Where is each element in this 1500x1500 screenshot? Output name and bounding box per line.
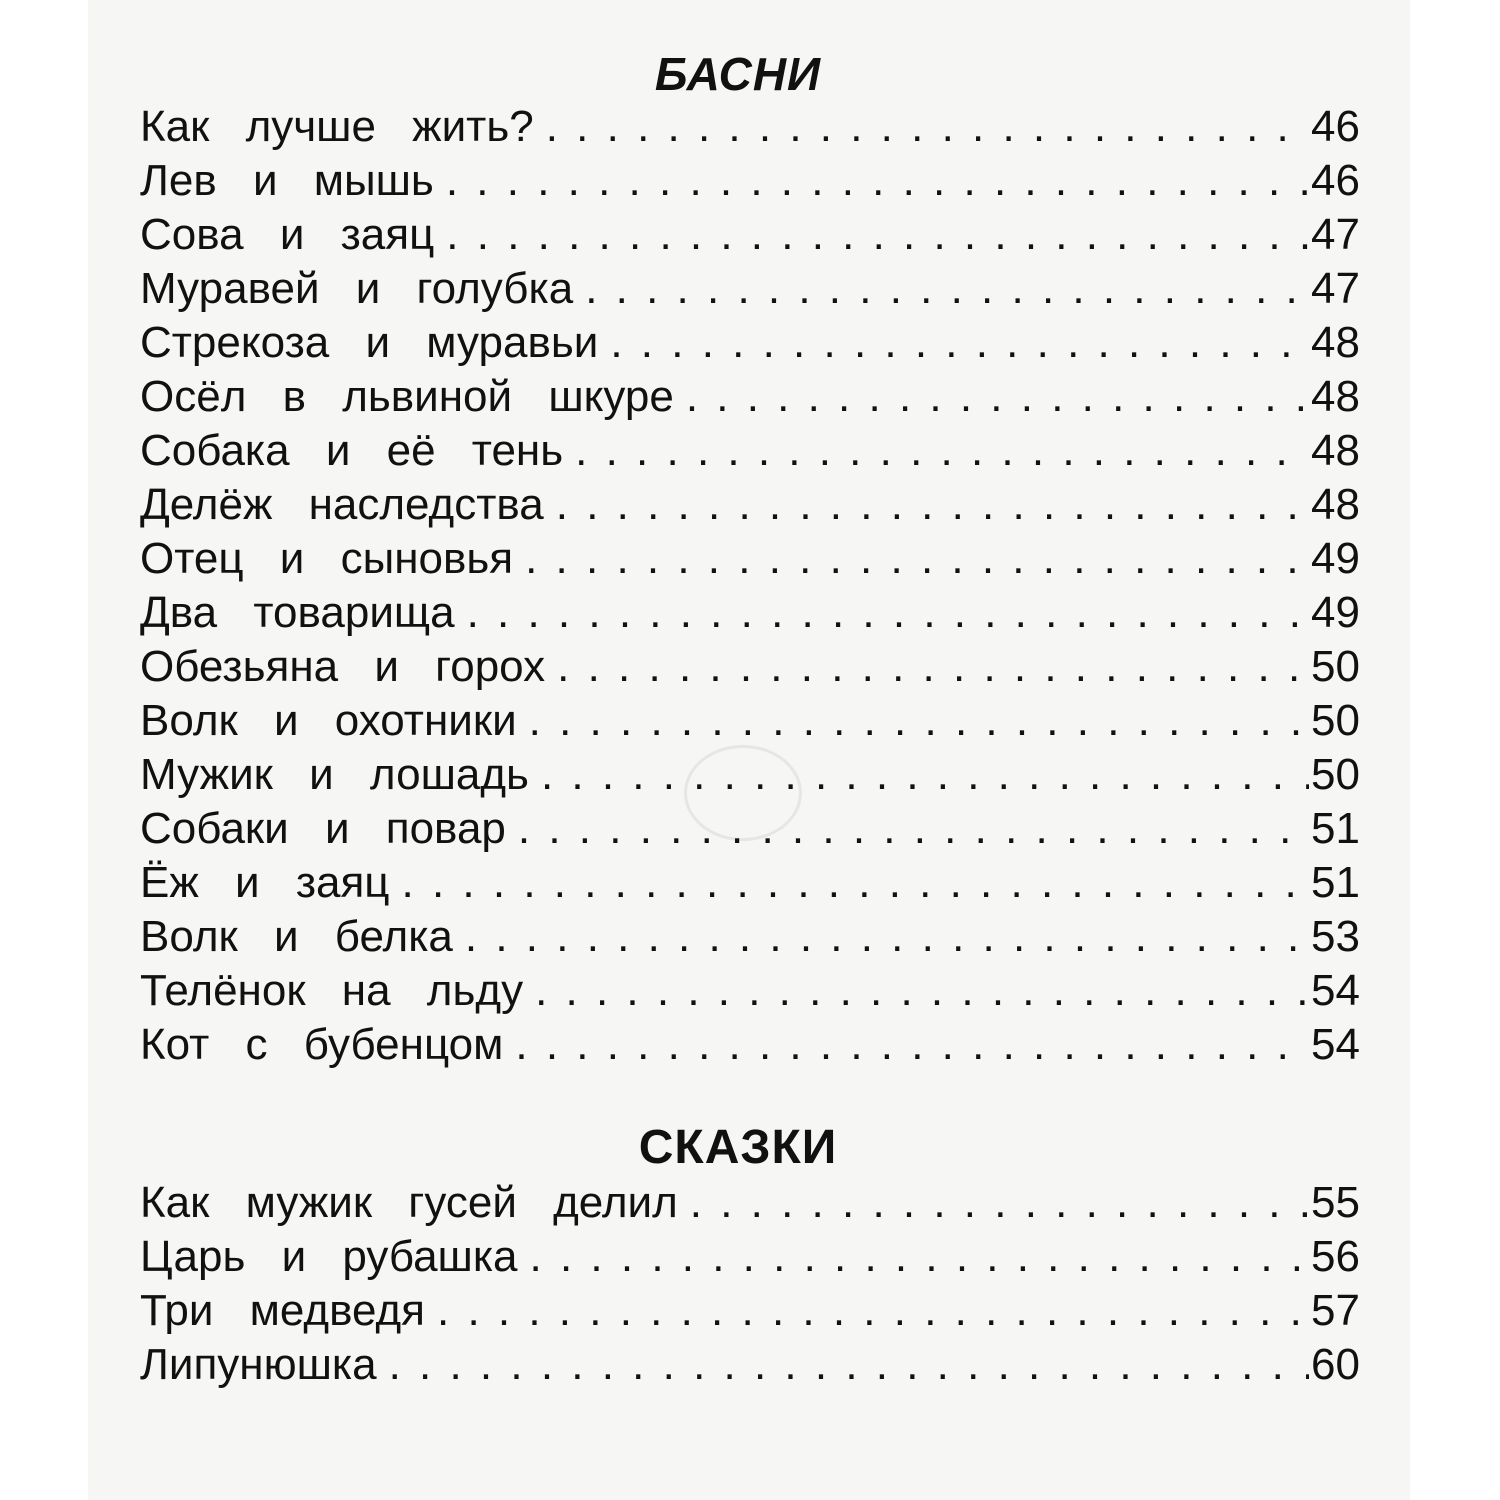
toc-entry-page: 51: [1311, 858, 1360, 907]
toc-entry-title: Лев и мышь: [140, 156, 434, 205]
toc-entry-title: Три медведя: [140, 1286, 425, 1335]
toc-leader-dots: [598, 316, 1309, 370]
toc-entry-page: 53: [1311, 912, 1360, 961]
toc-leader-dots: [390, 856, 1310, 910]
toc-leader-dots: [523, 964, 1309, 1018]
toc-entry[interactable]: [140, 586, 1360, 640]
toc-entry-title: Как лучше жить?: [140, 102, 534, 151]
toc-entry[interactable]: [140, 316, 1360, 370]
toc-entry-title: Мужик и лошадь: [140, 750, 529, 799]
toc-entry[interactable]: [140, 1018, 1360, 1072]
toc-entry-page: 50: [1311, 696, 1360, 745]
toc-entry-title: Липунюшка: [140, 1340, 377, 1389]
toc-entry-title: Волк и белка: [140, 912, 453, 961]
toc-entry-title: Собака и её тень: [140, 426, 564, 475]
toc-entry-title: Сова и заяц: [140, 210, 435, 259]
section-title-fables: БАСНИ: [654, 48, 822, 100]
toc-leader-dots: [518, 1230, 1310, 1284]
toc-entry-page: 47: [1311, 264, 1360, 313]
toc-entry[interactable]: [140, 856, 1360, 910]
toc-leader-dots: [678, 1176, 1309, 1230]
toc-entry-title: Телёнок на льду: [140, 966, 524, 1015]
toc-entry-page: 49: [1311, 588, 1360, 637]
toc-entry-page: 49: [1311, 534, 1360, 583]
toc-entry[interactable]: [140, 1338, 1360, 1392]
toc-entry[interactable]: [140, 424, 1360, 478]
toc-entry[interactable]: [140, 262, 1360, 316]
toc-entry-page: 47: [1311, 210, 1360, 259]
section-title-tales: СКАЗКИ: [638, 1121, 838, 1174]
toc-entry-page: 46: [1311, 102, 1360, 151]
toc-entry-page: 56: [1311, 1232, 1360, 1281]
toc-entry[interactable]: [140, 1176, 1360, 1230]
toc-entry-title: Осёл в львиной шкуре: [140, 372, 674, 421]
toc-entry-title: Обезьяна и горох: [140, 642, 546, 691]
toc-entry-title: Отец и сыновья: [140, 534, 514, 583]
toc-entry[interactable]: [140, 1230, 1360, 1284]
toc-leader-dots: [434, 208, 1309, 262]
toc-entry-title: Муравей и голубка: [140, 264, 574, 313]
toc-entry-page: 50: [1311, 750, 1360, 799]
toc-entry[interactable]: [140, 154, 1360, 208]
toc-entry[interactable]: [140, 208, 1360, 262]
toc-leader-dots: [529, 748, 1309, 802]
toc-leader-dots: [674, 370, 1309, 424]
toc-entry-title: Ёж и заяц: [140, 858, 390, 907]
toc-entry[interactable]: [140, 532, 1360, 586]
toc-entry-title: Кот с бубенцом: [140, 1020, 504, 1069]
toc-list-fables: [140, 100, 1360, 1072]
toc-entry-title: Делёж наследства: [140, 480, 544, 529]
toc-entry-page: 55: [1311, 1178, 1360, 1227]
toc-entry-page: 48: [1311, 426, 1360, 475]
toc-entry[interactable]: [140, 748, 1360, 802]
toc-entry[interactable]: [140, 964, 1360, 1018]
toc-entry-page: 50: [1311, 642, 1360, 691]
toc-entry-page: 46: [1311, 156, 1360, 205]
toc-leader-dots: [377, 1338, 1309, 1392]
book-page: [88, 0, 1410, 1500]
toc-entry-page: 48: [1311, 372, 1360, 421]
toc-entry[interactable]: [140, 910, 1360, 964]
toc-leader-dots: [453, 910, 1309, 964]
toc-leader-dots: [545, 640, 1309, 694]
toc-entry-page: 48: [1311, 480, 1360, 529]
toc-entry[interactable]: [140, 640, 1360, 694]
toc-entry-title: Два товарища: [140, 588, 455, 637]
toc-entry[interactable]: [140, 694, 1360, 748]
toc-leader-dots: [513, 532, 1309, 586]
toc-leader-dots: [563, 424, 1309, 478]
toc-entry[interactable]: [140, 370, 1360, 424]
toc-entry[interactable]: [140, 100, 1360, 154]
toc-leader-dots: [455, 586, 1309, 640]
toc-entry[interactable]: [140, 478, 1360, 532]
toc-list-tales: [140, 1176, 1360, 1392]
toc-entry-title: Собаки и повар: [140, 804, 506, 853]
toc-leader-dots: [506, 802, 1309, 856]
toc-entry-page: 54: [1311, 966, 1360, 1015]
toc-entry-title: Стрекоза и муравьи: [140, 318, 599, 367]
toc-entry-page: 48: [1311, 318, 1360, 367]
toc-entry-page: 54: [1311, 1020, 1360, 1069]
toc-entry-page: 57: [1311, 1286, 1360, 1335]
toc-leader-dots: [503, 1018, 1309, 1072]
toc-entry-page: 60: [1311, 1340, 1360, 1389]
toc-leader-dots: [425, 1284, 1309, 1338]
toc-entry[interactable]: [140, 1284, 1360, 1338]
toc-entry[interactable]: [140, 802, 1360, 856]
toc-leader-dots: [517, 694, 1309, 748]
toc-entry-title: Волк и охотники: [140, 696, 517, 745]
toc-entry-page: 51: [1311, 804, 1360, 853]
toc-entry-title: Как мужик гусей делил: [140, 1178, 678, 1227]
toc-leader-dots: [544, 478, 1309, 532]
toc-entry-title: Царь и рубашка: [140, 1232, 518, 1281]
toc-leader-dots: [534, 100, 1309, 154]
toc-leader-dots: [434, 154, 1309, 208]
toc-leader-dots: [573, 262, 1309, 316]
